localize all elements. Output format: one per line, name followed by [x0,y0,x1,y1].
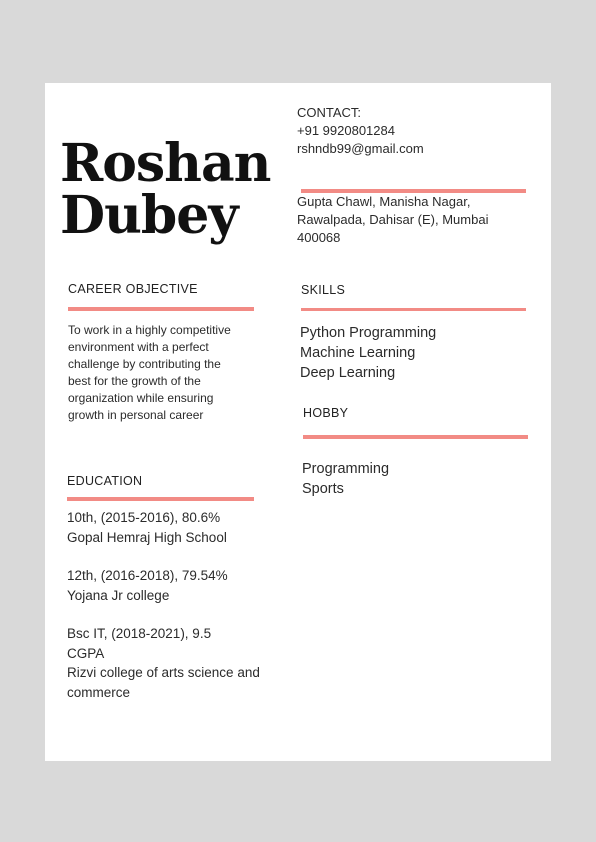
resume-page [45,83,551,761]
contact-address: Gupta Chawl, Manisha Nagar, Rawalpada, Dahisar (E), Mumbai 400068 [297,194,489,245]
hobby-list [302,459,389,499]
education-degree: 12th, (2016-2018), 79.54% [67,568,228,583]
skills-list [300,323,436,383]
skills-divider [301,308,526,311]
education-entry [67,566,262,605]
education-degree: 10th, (2015-2016), 80.6% [67,510,221,525]
education-list [67,508,262,721]
education-divider [67,497,254,501]
full-name [60,133,290,246]
education-degree: Bsc IT, (2018-2021), 9.5 CGPA [67,626,212,661]
career-objective-heading: CAREER OBJECTIVE [68,282,198,296]
hobby-heading: HOBBY [303,406,349,420]
career-objective-text: To work in a highly competitive environment with a perfect challenge by contributing the best for the growth of the organization while ensuring growth in personal career [68,323,231,422]
skill-item: Python Programming [300,325,437,341]
contact-phone: +91 9920801284 [297,123,395,138]
education-school: Gopal Hemraj High School [67,529,227,545]
skill-item: Deep Learning [300,365,396,381]
education-entry [67,624,262,702]
education-heading: EDUCATION [67,474,143,488]
last-name: Dubey [60,185,238,246]
skill-item: Machine Learning [300,345,416,361]
hobby-item: Sports [302,481,344,497]
contact-email: rshndb99@gmail.com [297,141,424,156]
first-name: Roshan [60,133,271,194]
education-school: Yojana Jr college [67,587,170,603]
education-entry [67,508,262,547]
contact-label: CONTACT: [297,105,362,120]
hobby-item: Programming [302,461,390,477]
education-school: Rizvi college of arts science and commerce [67,665,260,700]
hobby-divider [303,435,528,439]
skills-heading: SKILLS [301,283,346,297]
career-objective-divider [68,307,254,311]
contact-section [297,104,537,158]
